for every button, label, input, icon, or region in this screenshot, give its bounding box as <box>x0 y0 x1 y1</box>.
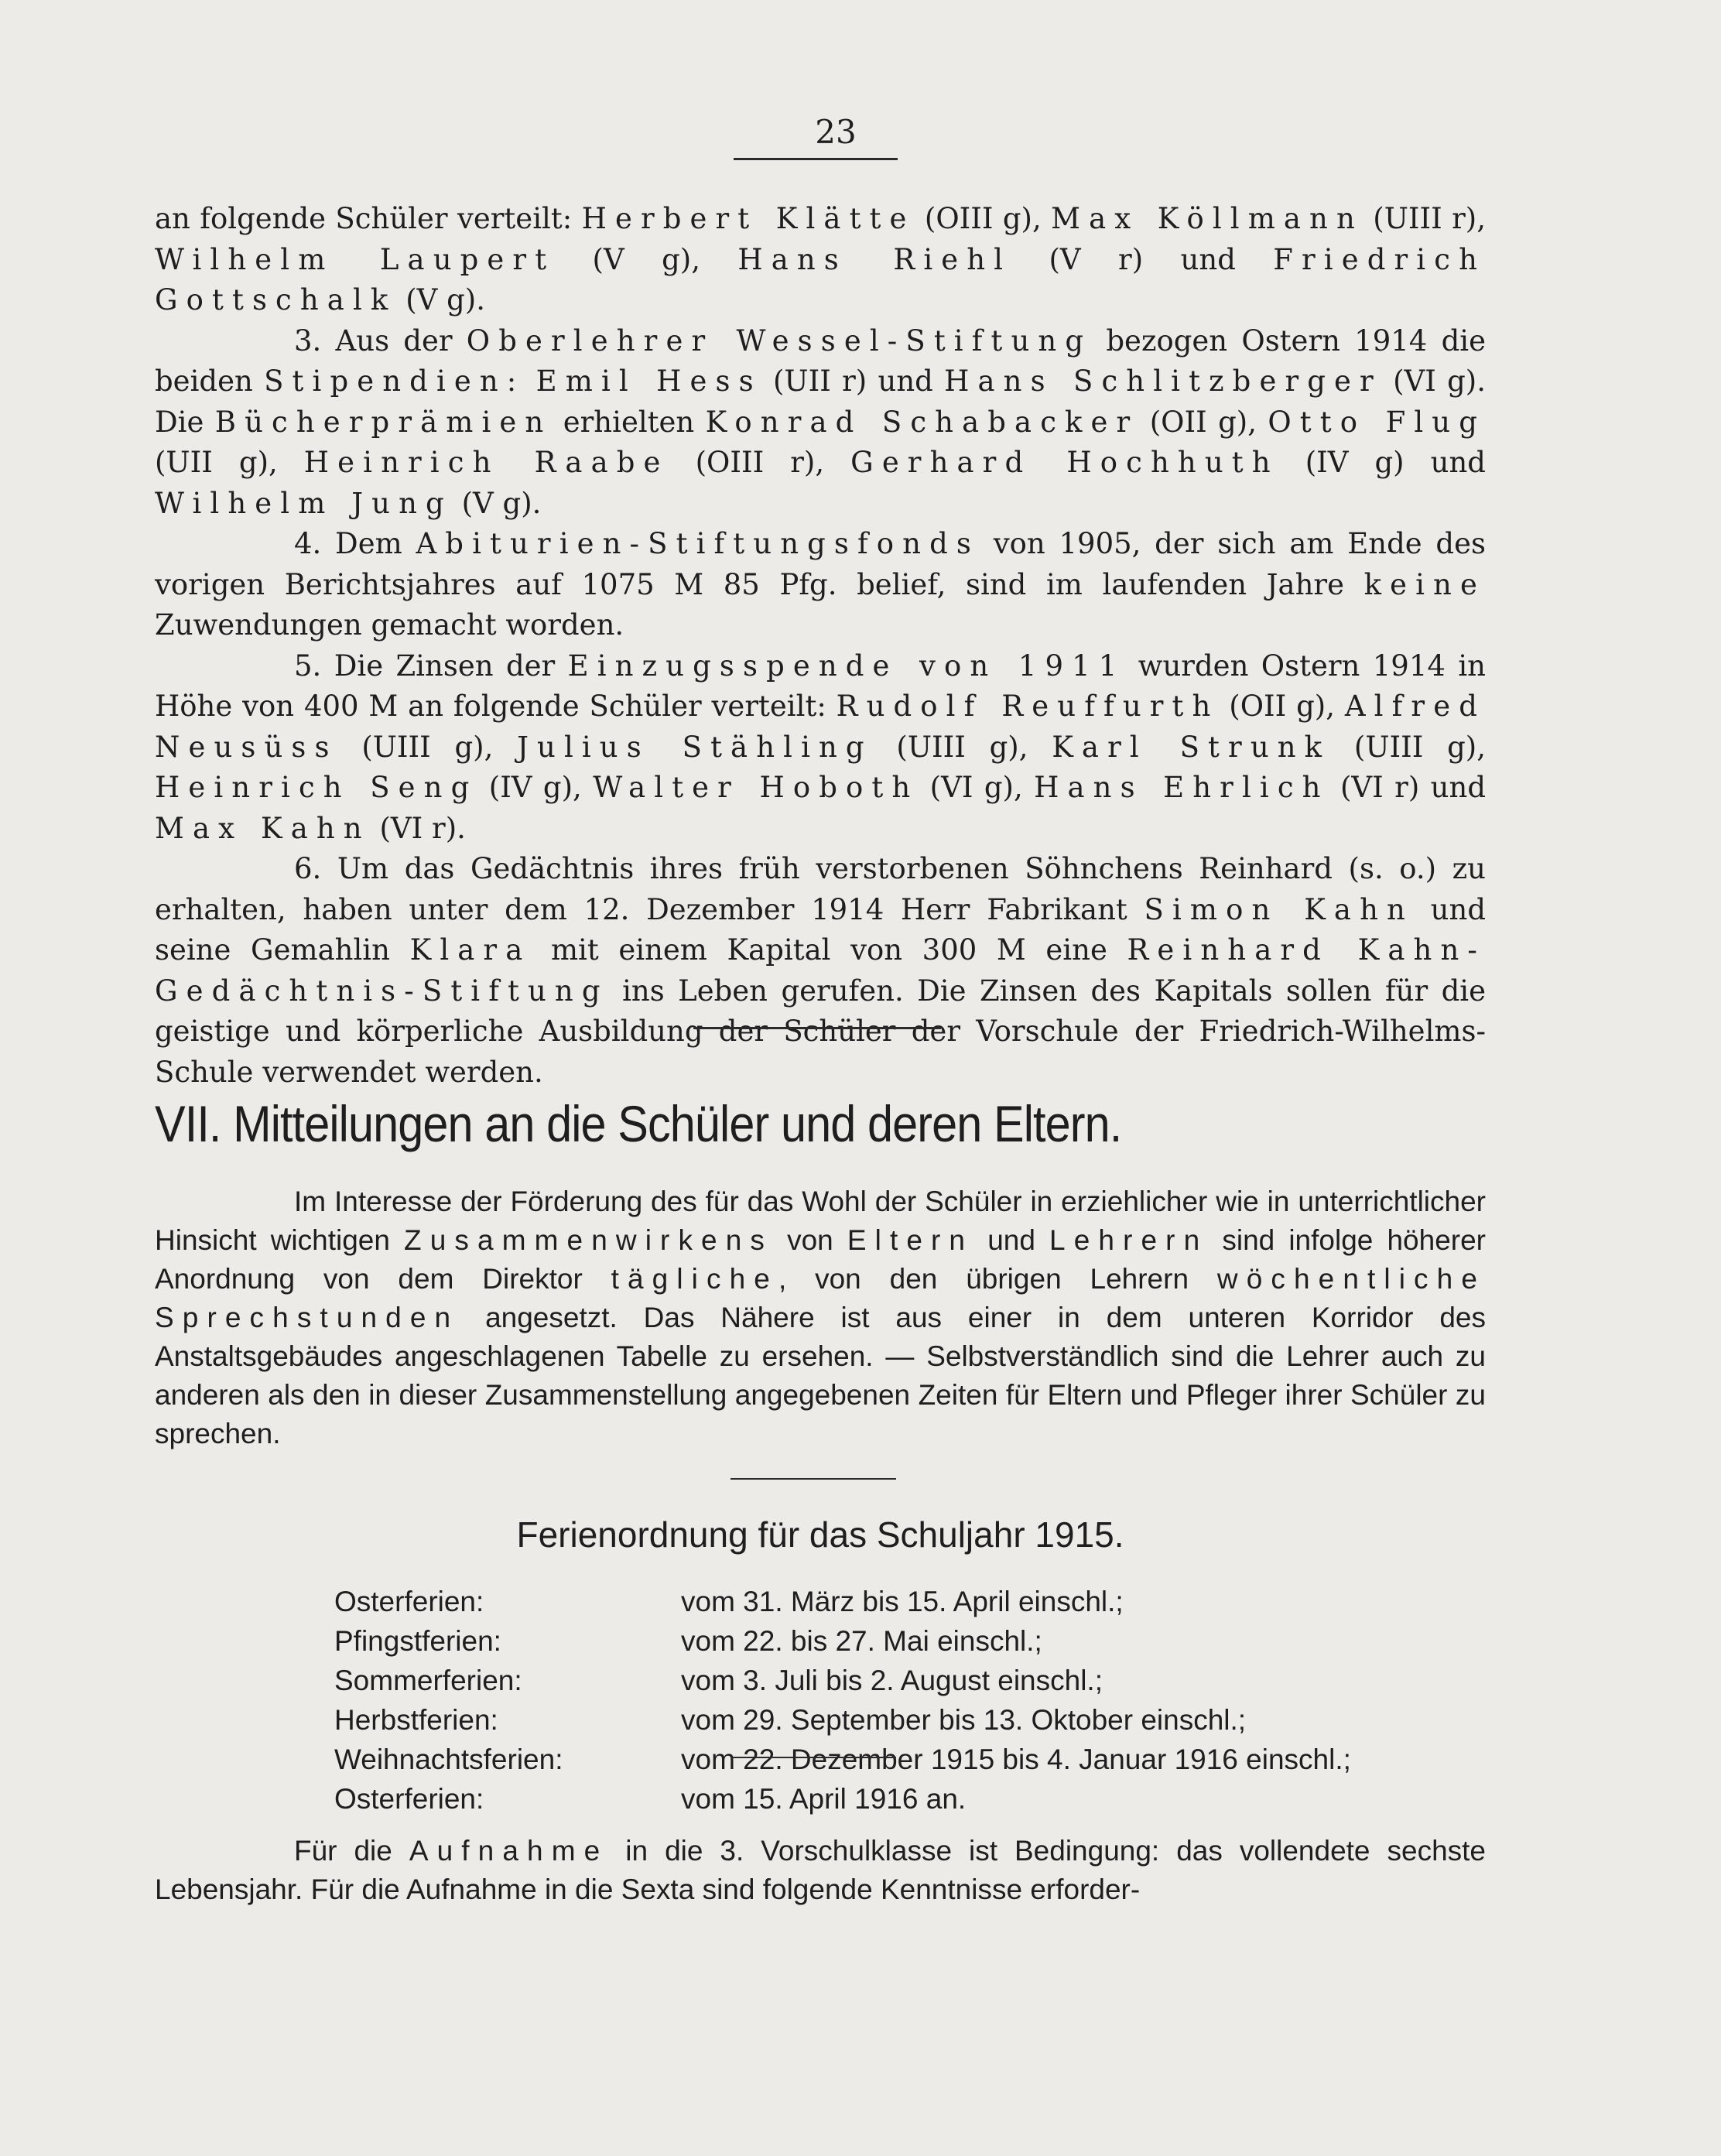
text-run: von 1905, der sich am Ende des vorigen Berichtsjahres auf 1075 M 85 Pfg. belief, sind im laufenden Jahre <box>155 527 1486 601</box>
text-run: (IV g), <box>477 771 594 804</box>
page-number: 23 <box>815 113 857 151</box>
text-run: (OIII g), <box>915 202 1052 235</box>
holiday-dates: vom 15. April 1916 an. <box>681 1783 967 1815</box>
spaced-text: Max Köllmann <box>1051 202 1363 235</box>
spaced-text: Konrad Schabacker <box>705 405 1139 439</box>
holiday-name: Osterferien: <box>334 1586 484 1617</box>
text-run: (UII g), <box>155 446 304 479</box>
paragraph-6 <box>155 849 1486 1093</box>
spaced-text: keine <box>1363 567 1486 601</box>
text-run: bezogen Ostern 1914 die beiden <box>155 323 1486 398</box>
text-run: Zuwendungen gemacht worden. <box>155 608 624 642</box>
spaced-text: Aufnahme <box>409 1835 609 1867</box>
holiday-row <box>334 1740 1351 1779</box>
holiday-row <box>334 1661 1351 1700</box>
spaced-text: Heinrich Raabe <box>303 446 669 479</box>
holiday-row <box>334 1621 1351 1661</box>
text-run: wurden Ostern 1914 in Höhe von 400 M an folgende Schüler verteilt: <box>155 649 1486 723</box>
text-run: in die 3. Vorschulklasse ist Bedingung: das vollendete sechste Lebensjahr. Für die Aufnahme in die Sexta sind folgende Kenntnisse erforder- <box>155 1835 1487 1905</box>
spaced-text: Hans Schlitzberger <box>944 364 1382 398</box>
paragraph-4 <box>155 524 1486 646</box>
text-run: mit einem Kapital von 300 M eine <box>531 933 1127 967</box>
text-run: Im Interesse der Förderung des für das Wohl der Schüler in erziehlicher wie in unterrichtlicher Hinsicht wichtigen <box>155 1186 1486 1256</box>
holiday-name: Osterferien: <box>334 1783 484 1815</box>
spaced-text: Abiturien-Stiftungsfonds <box>416 527 980 560</box>
spaced-text: Rudolf Reuffurth <box>836 690 1220 723</box>
text-run: (UIII g), <box>337 730 518 764</box>
holiday-row <box>334 1582 1351 1621</box>
spaced-text: Walter Hoboth <box>593 771 919 804</box>
holiday-dates: vom 31. März bis 15. April einschl.; <box>681 1586 1124 1617</box>
spaced-text: Eltern <box>847 1224 974 1256</box>
text-run: (VI r). <box>370 811 466 845</box>
spaced-text: Otto Flug <box>1268 405 1487 439</box>
text-run: erhielten <box>552 405 706 439</box>
paragraph-5 <box>155 646 1486 850</box>
text-run: (OII g), <box>1219 690 1345 723</box>
spaced-text: Hans Ehrlich <box>1034 771 1329 804</box>
holiday-dates: vom 22. Dezember 1915 bis 4. Januar 1916 einschl.; <box>681 1744 1351 1775</box>
spaced-text: Gerhard Hochhuth <box>850 446 1279 479</box>
spaced-text: Friedrich Gottschalk <box>155 242 1486 317</box>
text-run: (V g), <box>555 242 738 276</box>
holiday-schedule <box>334 1582 1351 1819</box>
text-run: (UIII r), <box>1363 202 1486 235</box>
text-run: (UIII g), <box>1330 730 1486 764</box>
text-run: und seine Gemahlin <box>155 892 1486 967</box>
text-run: angesetzt. Das Nähere ist aus einer in dem unteren Korridor des Anstaltsgebäudes angeschlagenen Tabelle zu ersehen. — Selbstverständlich sind die Lehrer auch zu anderen als den in dieser Zusammenstellung angegebenen Zeiten für Eltern und Pfleger ihrer Schüler zu sprechen. <box>155 1302 1486 1449</box>
spaced-text: Alfred Neusüss <box>155 690 1486 764</box>
spaced-text: Emil Hess <box>535 364 762 398</box>
spaced-text: Heinrich Seng <box>155 771 478 804</box>
text-run: , von den übrigen Lehrern <box>778 1263 1217 1295</box>
holiday-dates: vom 29. September bis 13. Oktober einschl.; <box>681 1704 1247 1736</box>
holiday-name: Pfingstferien: <box>334 1625 501 1657</box>
spaced-text: Stipendien: <box>264 364 525 398</box>
holiday-row <box>334 1779 1351 1819</box>
spaced-text: Einzugsspende von 1911 <box>567 649 1126 683</box>
text-run: (OIII r), <box>669 446 851 479</box>
spaced-text: Oberlehrer Wessel-Stiftung <box>466 323 1093 358</box>
section-7-heading: VII. Mitteilungen an die Schüler und deren Eltern. <box>155 1095 1122 1152</box>
holiday-schedule-title: Ferienordnung für das Schuljahr 1915. <box>516 1514 1124 1555</box>
spaced-text: Lehrern <box>1049 1224 1209 1256</box>
admission-text <box>155 1832 1486 1909</box>
spaced-text: Julius Stähling <box>517 730 873 764</box>
text-run: (UIII g), <box>872 730 1052 764</box>
admission-paragraph <box>155 1832 1486 1909</box>
text-run <box>525 364 535 398</box>
text-run: (V g). <box>452 486 542 520</box>
text-run: 4. Dem <box>294 527 416 560</box>
text-run: (VI r) und <box>1329 771 1487 804</box>
spaced-text: Max Kahn <box>155 811 371 845</box>
section-7-intro <box>155 1182 1486 1453</box>
spaced-text: Simon Kahn <box>1144 892 1414 926</box>
text-run: (V r) und <box>1011 242 1274 276</box>
divider-before-holidays <box>730 1478 896 1480</box>
text-run: und <box>973 1224 1050 1256</box>
text-run: (VI g). Die <box>155 364 1486 439</box>
text-run: 5. Die Zinsen der <box>294 649 568 683</box>
holiday-name: Weihnachtsferien: <box>334 1744 563 1775</box>
section-divider <box>693 1027 941 1029</box>
text-run: sind infolge höherer Anordnung von dem Direktor <box>155 1224 1486 1295</box>
text-run: (VI g), <box>919 771 1035 804</box>
text-run: (V g). <box>396 283 485 317</box>
spaced-text: Wilhelm Jung <box>155 486 453 520</box>
text-run: (IV g) und <box>1278 446 1486 479</box>
text-run: von <box>773 1224 847 1256</box>
holiday-name: Herbstferien: <box>334 1704 498 1736</box>
spaced-text: Hans Riehl <box>737 242 1012 276</box>
spaced-text: Wilhelm Laupert <box>155 242 556 276</box>
text-run: 3. Aus der <box>294 323 467 358</box>
spaced-text: tägliche <box>611 1263 778 1295</box>
spaced-text: Zusammenwirkens <box>404 1224 774 1256</box>
spaced-text: wöchentliche Sprechstunden <box>155 1263 1486 1333</box>
spaced-text: Karl Strunk <box>1052 730 1331 764</box>
divider-after-holidays <box>730 1757 896 1758</box>
spaced-text: Klara <box>409 933 532 967</box>
spaced-text: Bücherprämien <box>214 405 553 439</box>
section-6-text <box>155 199 1486 1093</box>
text-run: Für die <box>294 1835 409 1867</box>
page-number-rule <box>734 158 898 160</box>
text-run: ins Leben gerufen. Die Zinsen des Kapitals sollen für die geistige und körperliche Ausbildung der Schüler der Vorschule der Friedrich-Wilhelms-Schule verwendet werden. <box>155 974 1486 1089</box>
text-run: (OII g), <box>1138 405 1268 439</box>
holiday-dates: vom 22. bis 27. Mai einschl.; <box>681 1625 1042 1657</box>
text-run: (UII r) und <box>761 364 945 398</box>
holiday-name: Sommerferien: <box>334 1665 522 1696</box>
holiday-row <box>334 1700 1351 1740</box>
intro-paragraph <box>155 1182 1486 1453</box>
holiday-dates: vom 3. Juli bis 2. August einschl.; <box>681 1665 1103 1696</box>
text-run: 6. Um das Gedächtnis ihres früh verstorbenen Söhnchens Reinhard (s. o.) zu erhalten, haben unter dem 12. Dezember 1914 Herr Fabrikant <box>155 852 1486 926</box>
spaced-text: Herbert Klätte <box>581 202 915 235</box>
paragraph-3 <box>155 321 1486 525</box>
paragraph-2-continuation <box>155 199 1486 321</box>
spaced-text: Reinhard Kahn-Gedächtnis-Stiftung <box>155 933 1487 1008</box>
text-run: an folgende Schüler verteilt: <box>155 202 582 235</box>
